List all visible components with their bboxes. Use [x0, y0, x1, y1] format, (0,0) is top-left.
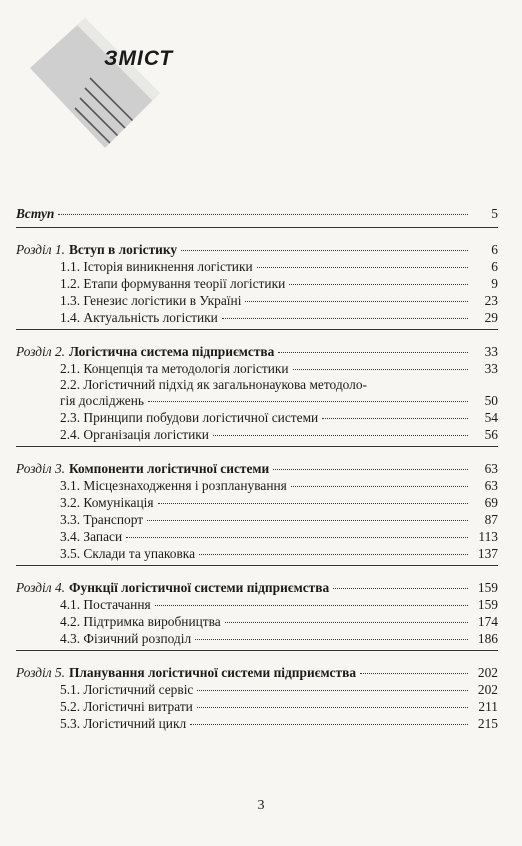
- subsection-page: 113: [478, 529, 498, 544]
- toc-subsection-entry[interactable]: [16, 596, 498, 613]
- subsection-title: 2.3. Принципи побудови логістичної системи: [60, 410, 319, 425]
- subsection-page: 54: [484, 410, 498, 425]
- subsection-title: 2.1. Концепція та методологія логістики: [60, 361, 289, 376]
- subsection-title: 4.3. Фізичний розподіл: [60, 631, 192, 646]
- subsection-title: 3.1. Місцезнаходження і розпланування: [60, 478, 287, 493]
- section-page: 202: [477, 665, 498, 680]
- section-number: Розділ 5.: [16, 665, 65, 680]
- toc-subsection-entry[interactable]: [16, 377, 498, 409]
- toc-section-entry[interactable]: [16, 460, 498, 477]
- section-number: Розділ 4.: [16, 580, 65, 595]
- toc-subsection-entry[interactable]: [16, 494, 498, 511]
- dot-leader: [199, 554, 468, 555]
- subsection-title: 3.2. Комунікація: [60, 495, 154, 510]
- dot-leader: [126, 537, 468, 538]
- dot-leader: [278, 352, 468, 353]
- toc-subsection-entry[interactable]: [16, 613, 498, 630]
- toc-section-entry[interactable]: [16, 579, 498, 596]
- divider: [16, 446, 498, 447]
- section-number: Розділ 1.: [16, 242, 65, 257]
- section-page: 159: [477, 580, 498, 595]
- subsection-title: 5.2. Логістичні витрати: [60, 699, 193, 714]
- subsection-title: 3.3. Транспорт: [60, 512, 144, 527]
- subsection-page: 69: [484, 495, 498, 510]
- dot-leader: [148, 401, 468, 402]
- divider: [16, 565, 498, 566]
- subsection-title: 5.1. Логістичний сервіс: [60, 682, 194, 697]
- dot-leader: [225, 622, 468, 623]
- dot-leader: [360, 673, 468, 674]
- subsection-page: 9: [491, 276, 498, 291]
- toc-subsection-entry[interactable]: [16, 545, 498, 562]
- toc-subsection-entry[interactable]: [16, 681, 498, 698]
- subsection-page: 174: [477, 614, 498, 629]
- subsection-page: 215: [477, 716, 498, 731]
- subsection-title: 5.3. Логістичний цикл: [60, 716, 187, 731]
- divider: [16, 650, 498, 651]
- subsection-page: 6: [491, 259, 498, 274]
- toc-intro-entry[interactable]: [16, 205, 498, 222]
- subsection-title: 4.1. Постачання: [60, 597, 151, 612]
- dot-leader: [273, 469, 468, 470]
- subsection-page: 87: [484, 512, 498, 527]
- subsection-page: 29: [484, 310, 498, 325]
- dot-leader: [197, 690, 468, 691]
- subsection-page: 56: [484, 427, 498, 442]
- toc-section-entry[interactable]: [16, 241, 498, 258]
- section-number: Розділ 3.: [16, 461, 65, 476]
- table-of-contents: [16, 205, 498, 732]
- dot-leader: [293, 369, 468, 370]
- dot-leader: [58, 214, 468, 215]
- section-page: 6: [491, 242, 498, 257]
- dot-leader: [190, 724, 468, 725]
- dot-leader: [155, 605, 468, 606]
- toc-subsection-entry[interactable]: [16, 528, 498, 545]
- toc-subsection-entry[interactable]: [16, 275, 498, 292]
- toc-subsection-entry[interactable]: [16, 630, 498, 647]
- subsection-title: 1.3. Генезис логістики в Україні: [60, 293, 242, 308]
- subsection-title: 2.4. Організація логістики: [60, 427, 209, 442]
- subsection-page: 63: [484, 478, 498, 493]
- subsection-page: 23: [484, 293, 498, 308]
- section-number: Розділ 2.: [16, 344, 65, 359]
- dot-leader: [291, 486, 468, 487]
- subsection-page: 211: [478, 699, 498, 714]
- subsection-title: 1.2. Етапи формування теорії логістики: [60, 276, 286, 291]
- dot-leader: [257, 267, 468, 268]
- subsection-title-continued: гія досліджень: [60, 393, 145, 408]
- dot-leader: [289, 284, 468, 285]
- subsection-title: 1.1. Історія виникнення логістики: [60, 259, 253, 274]
- section-page: 63: [484, 461, 498, 476]
- subsection-title: 3.4. Запаси: [60, 529, 123, 544]
- section-title: Компоненти логістичної системи: [69, 461, 270, 476]
- toc-subsection-entry[interactable]: [16, 698, 498, 715]
- section-title: Функції логістичної системи підприємства: [69, 580, 330, 595]
- page-title: ЗМІСТ: [104, 47, 174, 70]
- subsection-title: 2.2. Логістичний підхід як загальнонаукова методоло-: [60, 377, 368, 392]
- toc-intro-page: 5: [491, 206, 498, 221]
- section-title: Вступ в логістику: [69, 242, 178, 257]
- subsection-page: 159: [477, 597, 498, 612]
- toc-subsection-entry[interactable]: [16, 426, 498, 443]
- subsection-page: 202: [477, 682, 498, 697]
- subsection-title: 1.4. Актуальність логістики: [60, 310, 218, 325]
- section-title: Логістична система підприємства: [69, 344, 275, 359]
- divider: [16, 227, 498, 228]
- dot-leader: [322, 418, 468, 419]
- toc-subsection-entry[interactable]: [16, 409, 498, 426]
- toc-section-entry[interactable]: [16, 343, 498, 360]
- toc-subsection-entry[interactable]: [16, 309, 498, 326]
- subsection-title: 4.2. Підтримка виробництва: [60, 614, 221, 629]
- toc-subsection-entry[interactable]: [16, 477, 498, 494]
- toc-section-entry[interactable]: [16, 664, 498, 681]
- dot-leader: [222, 318, 468, 319]
- toc-intro-label: Вступ: [16, 206, 55, 221]
- section-title: Планування логістичної системи підприємства: [69, 665, 357, 680]
- toc-subsection-entry[interactable]: [16, 715, 498, 732]
- decorative-stripes-logo: [30, 18, 160, 148]
- toc-subsection-entry[interactable]: [16, 511, 498, 528]
- section-page: 33: [484, 344, 498, 359]
- dot-leader: [158, 503, 469, 504]
- dot-leader: [147, 520, 468, 521]
- dot-leader: [195, 639, 468, 640]
- dot-leader: [333, 588, 468, 589]
- dot-leader: [181, 250, 468, 251]
- dot-leader: [197, 707, 468, 708]
- subsection-page: 137: [477, 546, 498, 561]
- dot-leader: [245, 301, 468, 302]
- toc-subsection-entry[interactable]: [16, 258, 498, 275]
- page-number: 3: [257, 798, 265, 813]
- subsection-page: 186: [477, 631, 498, 646]
- toc-subsection-entry[interactable]: [16, 292, 498, 309]
- subsection-title: 3.5. Склади та упаковка: [60, 546, 196, 561]
- subsection-page: 33: [484, 361, 498, 376]
- divider: [16, 329, 498, 330]
- dot-leader: [213, 435, 468, 436]
- toc-subsection-entry[interactable]: [16, 360, 498, 377]
- subsection-page: 50: [484, 393, 498, 408]
